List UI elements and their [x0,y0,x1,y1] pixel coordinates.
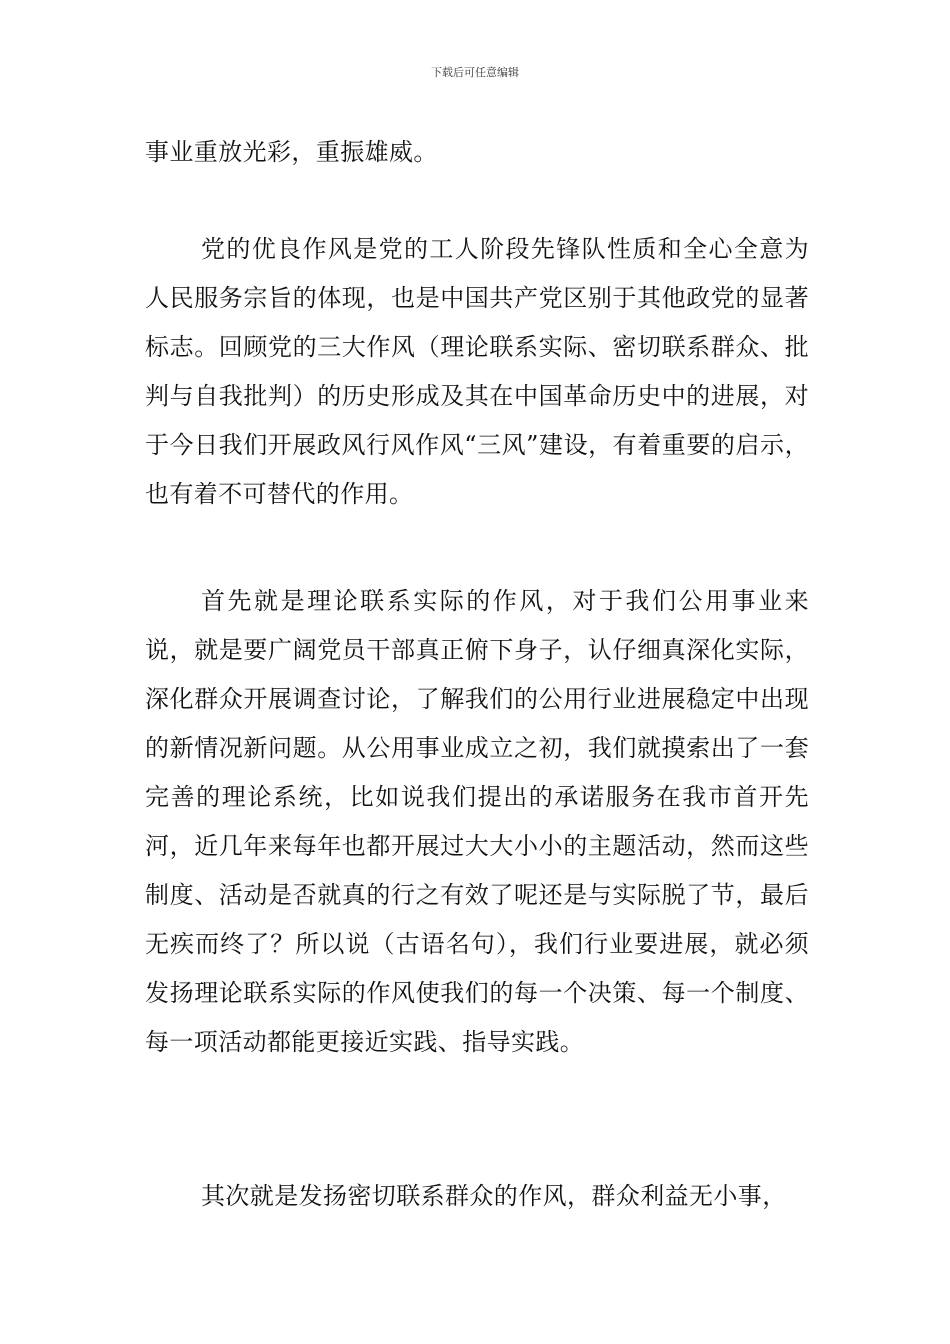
paragraph-continuation: 事业重放光彩，重振雄威。 [145,138,438,166]
paragraph-party-style: 党的优良作风是党的工人阶段先锋队性质和全心全意为人民服务宗旨的体现，也是中国共产党区别于其他政党的显著标志。回顾党的三大作风（理论联系实际、密切联系群众、批判与自我批判）的历史形成及其在中国革命历史中的进展，对于今日我们开展政风行风作风“三风”建设，有着重要的启示，也有着不可替代的作用。 [145,235,809,508]
paragraph-theory-practice: 首先就是理论联系实际的作风，对于我们公用事业来说，就是要广阔党员干部真正俯下身子，认仔细真深化实际，深化群众开展调查讨论，了解我们的公用行业进展稳定中出现的新情况新问题。从公用事业成立之初，我们就摸索出了一套完善的理论系统，比如说我们提出的承诺服务在我市首开先河，近几年来每年也都开展过大大小小的主题活动，然而这些制度、活动是否就真的行之有效了呢还是与实际脱了节，最后无疾而终了？所以说（古语名句），我们行业要进展，就必须发扬理论联系实际的作风使我们的每一个决策、每一个制度、每一项活动都能更接近实践、指导实践。 [145,587,809,1056]
page-header-note: 下载后可任意编辑 [431,66,519,79]
paragraph-mass-line: 其次就是发扬密切联系群众的作风，群众利益无小事， [201,1182,787,1210]
